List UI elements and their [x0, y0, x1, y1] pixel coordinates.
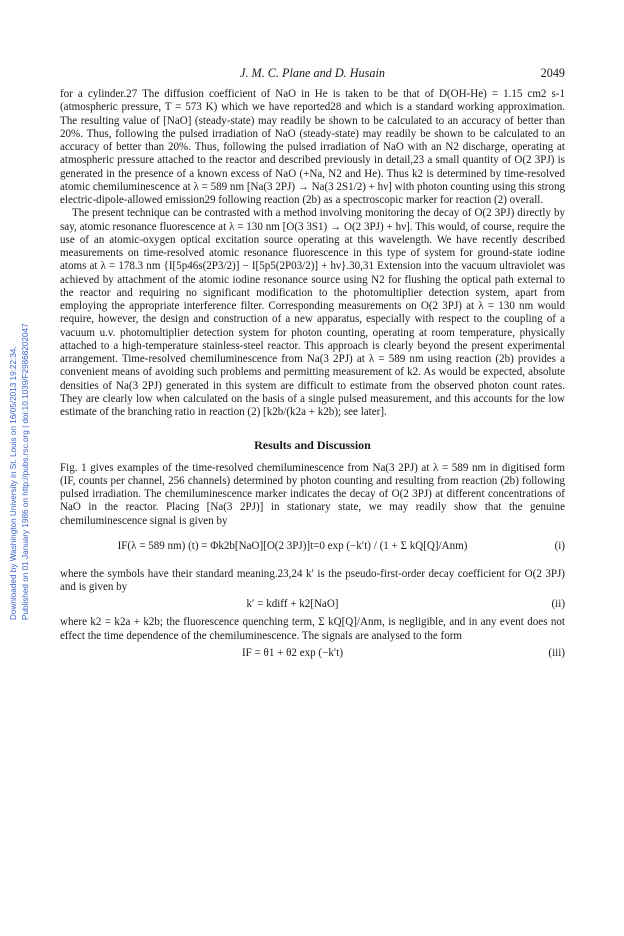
equation-ii-number: (ii): [551, 598, 565, 611]
running-header-authors: J. M. C. Plane and D. Husain: [240, 66, 385, 80]
article-body: [60, 88, 565, 665]
paragraph-results: Fig. 1 gives examples of the time-resolved chemiluminescence from Na(3 2PJ) at λ = 589 nm in digitised form (IF, counts per channel, 256 channels) determined by photon counting and resulting from reaction (2b) following pulsed irradiation. The chemiluminescence marker indicates the decay of O(2 3PJ) at different concentrations of NaO in the reactor. Placing [Na(3 2PJ)] in stationary state, we may readily show that the genuine chemiluminescence signal is given by: [60, 461, 565, 527]
equation-i-number: (i): [554, 539, 565, 552]
equation-iii-number: (iii): [548, 646, 565, 659]
watermark-download-line: Downloaded by Washington University in St. Louis on 16/05/2013 19:22:34.: [9, 346, 18, 620]
running-header: [60, 66, 565, 82]
equation-iii-expression: IF = θ1 + θ2 exp (−k′t): [241, 646, 344, 659]
paragraph-symbols: where the symbols have their standard meaning.23,24 k′ is the pseudo-first-order decay coefficient for O(2 3PJ) and is given by: [60, 567, 565, 593]
paragraph-technique: The present technique can be contrasted with a method involving monitoring the decay of O(2 3PJ) directly by say, atomic resonance fluorescence at λ = 130 nm [O(3 3S1) → O(2 3PJ) + hν]. This would, of course, require the use of an atomic-oxygen optical excitation source operating at this wavelength. We have recently described measurements on time-resolved atomic resonance fluorescence in this type of system for ground-state iodine atoms at λ = 178.3 nm {I[5p46s(2P3/2)] − I[5p5(2P03/2)] + hν}.30,31 Extension into the vacuum ultraviolet was achieved by attachment of the atomic iodine resonance source using N2 for flushing the optical path external to the reactor and requiring no significant modification to the photomultiplier detection system, apart from employing the appropriate interference filter. Corresponding measurements on O(2 3PJ) at λ = 130 nm would require, however, the design and construction of a new apparatus, especially with respect to the coupling of a vacuum u.v. photomultiplier detection system for photon counting, operating at room temperature, physically attached to a high-temperature stainless-steel reactor. This approach is clearly beyond the present experimental arrangement. Time-resolved chemiluminescence from Na(3 2PJ) at λ = 589 nm using reaction (2b) provides a convenient means of avoiding such problems and permitting measurement of k2. As would be expected, absolute densities of Na(3 2PJ) generated in this system are difficult to estimate from the observed photon count rates. They are clearly low when calculated on the basis of a single pulsed measurement, and this accounts for the low estimate of the branching ratio in reaction (2) [k2b/(k2a + k2b); see later].: [60, 207, 565, 418]
equation-iii: [60, 643, 565, 665]
equation-i-expression: IF(λ = 589 nm) (t) = Φk2b[NaO][O(2 3PJ)]t=0 exp (−k′t) / (1 + Σ kQ[Q]/Anm): [117, 539, 468, 552]
equation-ii-expression: k′ = kdiff + k2[NaO]: [246, 598, 339, 611]
watermark-doi-line: Published on 01 January 1986 on http://pubs.rsc.org | doi:10.1039/F29868202047: [21, 323, 30, 620]
download-watermark: [8, 140, 36, 620]
section-heading: Results and Discussion: [254, 438, 371, 453]
equation-i: [60, 528, 565, 568]
page-number: 2049: [540, 66, 565, 80]
equation-ii: [60, 594, 565, 616]
paragraph-diffusion: for a cylinder.27 The diffusion coefficient of NaO in He is taken to be that of D(OH-He) = 1.15 cm2 s-1 (atmospheric pressure, T = 573 K) which we have reported28 and which is a standard working approximation. The resulting value of [NaO] (steady-state) may readily be shown to be calculated to an accuracy of better than 20%. Thus, following the pulsed irradiation of NaO (steady-state) may readily be shown to be calculated to an accuracy of better than 20%. Thus, following the pulsed irradiation of NaO with an N2 discharge, operating at atmospheric pressure attached to the reactor and described previously in detail,23 a small quantity of O(2 3PJ) is generated in the presence of a known excess of NaO (+Na, N2 and He). Thus k2 is determined by time-resolved atomic chemiluminescence at λ = 589 nm [Na(3 2PJ) → Na(3 2S1/2) + hν] with photon counting using this strong electric-dipole-allowed emission29 following reaction (2b) as a spectroscopic marker for reaction (2) overall.: [60, 88, 565, 206]
paragraph-quenching: where k2 = k2a + k2b; the fluorescence quenching term, Σ kQ[Q]/Anm, is negligible, and in any event does not effect the time dependence of the chemiluminescence. The signals are analysed to the form: [60, 616, 565, 642]
